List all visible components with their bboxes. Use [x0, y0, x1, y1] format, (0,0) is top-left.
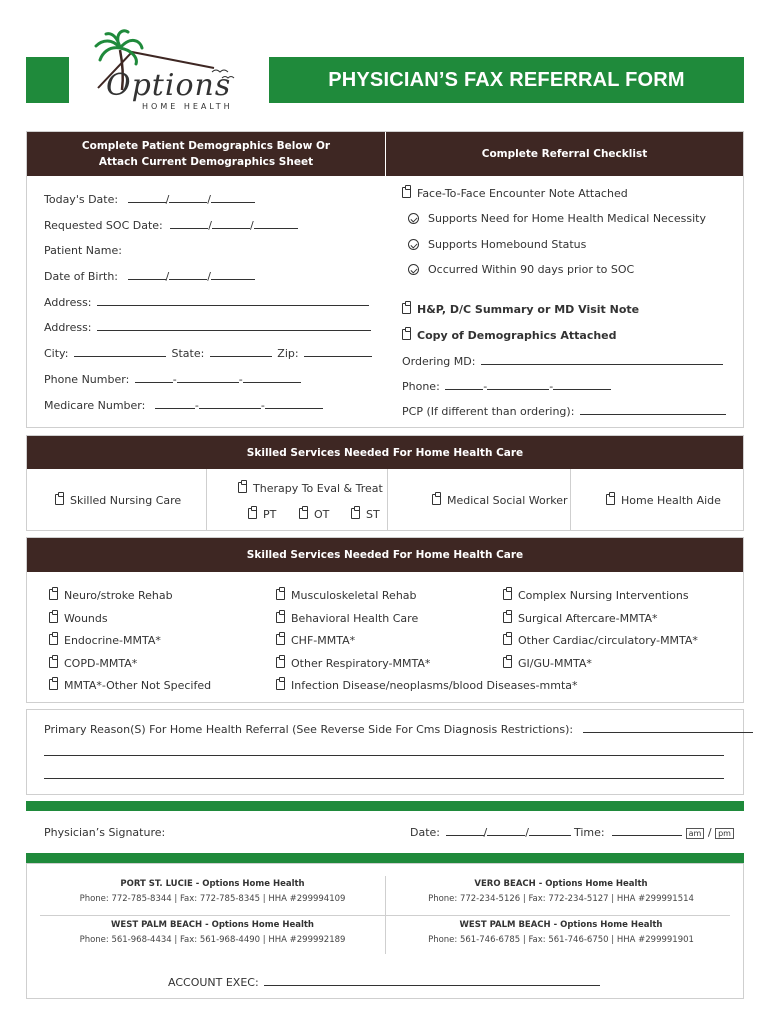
city-state-zip-field[interactable]: City: State: Zip: [44, 347, 372, 360]
clipboard-checkbox-icon [606, 494, 615, 505]
skilled-services-heading-1: Skilled Services Needed For Home Health Care [27, 436, 743, 469]
dob-field[interactable]: Date of Birth: / / [44, 270, 255, 283]
check-circle-icon [408, 264, 419, 275]
clipboard-checkbox-icon [503, 657, 512, 668]
office-vero-beach: VERO BEACH - Options Home Health Phone: 772-234-5126 | Fax: 772-234-5127 | HHA #299991514 [428, 879, 694, 904]
clipboard-checkbox-icon [55, 494, 64, 505]
clipboard-checkbox-icon [402, 329, 411, 340]
medicare-number-field[interactable]: Medicare Number: - - [44, 399, 323, 412]
primary-reason-section [26, 709, 744, 795]
clipboard-checkbox-icon [402, 187, 411, 198]
signature-date-field[interactable]: Date: / / [410, 826, 571, 839]
checklist-heading: Complete Referral Checklist [386, 132, 743, 176]
other-cardiac-checkbox[interactable]: Other Cardiac/circulatory-MMTA* [503, 634, 698, 647]
pm-box[interactable]: pm [715, 828, 734, 839]
clipboard-checkbox-icon [503, 612, 512, 623]
clipboard-checkbox-icon [276, 589, 285, 600]
supports-homebound-item[interactable]: Supports Homebound Status [408, 238, 586, 251]
clipboard-checkbox-icon [49, 679, 58, 690]
signature-bottom-bar [26, 853, 744, 863]
f2f-checkbox[interactable]: Face-To-Face Encounter Note Attached [402, 187, 628, 200]
logo-subtitle: HOME HEALTH [142, 102, 233, 111]
column-divider [387, 469, 388, 530]
am-box[interactable]: am [686, 828, 705, 839]
clipboard-checkbox-icon [299, 508, 308, 519]
pcp-field[interactable]: PCP (If different than ordering): [402, 405, 726, 418]
patient-name-field[interactable]: Patient Name: [44, 244, 122, 257]
endocrine-checkbox[interactable]: Endocrine-MMTA* [49, 634, 161, 647]
within-90-days-item[interactable]: Occurred Within 90 days prior to SOC [408, 263, 634, 276]
surgical-aftercare-checkbox[interactable]: Surgical Aftercare-MMTA* [503, 612, 658, 625]
clipboard-checkbox-icon [49, 612, 58, 623]
company-logo [92, 28, 242, 118]
clipboard-checkbox-icon [276, 634, 285, 645]
therapy-checkbox[interactable]: Therapy To Eval & Treat [238, 482, 383, 495]
neuro-stroke-checkbox[interactable]: Neuro/stroke Rehab [49, 589, 173, 602]
reason-line-2[interactable] [44, 755, 724, 756]
clipboard-checkbox-icon [238, 482, 247, 493]
behavioral-health-checkbox[interactable]: Behavioral Health Care [276, 612, 418, 625]
soc-date-field[interactable]: Requested SOC Date: / / [44, 219, 298, 232]
check-circle-icon [408, 239, 419, 250]
account-exec-field[interactable]: ACCOUNT EXEC: [168, 976, 600, 989]
clipboard-checkbox-icon [49, 634, 58, 645]
clipboard-checkbox-icon [248, 508, 257, 519]
office-west-palm-beach-1: WEST PALM BEACH - Options Home Health Phone: 561-968-4434 | Fax: 561-968-4490 | HHA #299992189 [79, 920, 346, 945]
home-health-aide-checkbox[interactable]: Home Health Aide [606, 494, 721, 507]
address-field-1[interactable]: Address: [44, 296, 369, 309]
clipboard-checkbox-icon [49, 589, 58, 600]
demographics-copy-checkbox[interactable]: Copy of Demographics Attached [402, 329, 617, 342]
supports-necessity-item[interactable]: Supports Need for Home Health Medical Necessity [408, 212, 706, 225]
clipboard-checkbox-icon [276, 612, 285, 623]
phone-number-field[interactable]: Phone Number: - - [44, 373, 301, 386]
clipboard-checkbox-icon [432, 494, 441, 505]
primary-reason-field[interactable]: Primary Reason(S) For Home Health Referral (See Reverse Side For Cms Diagnosis Restrictions): [44, 723, 753, 736]
md-phone-field[interactable]: Phone: - - [402, 380, 611, 393]
musculoskeletal-checkbox[interactable]: Musculoskeletal Rehab [276, 589, 417, 602]
header-accent-square [26, 57, 69, 103]
address-field-2[interactable]: Address: [44, 321, 371, 334]
reason-line-3[interactable] [44, 778, 724, 779]
todays-date-field[interactable]: Today's Date: / / [44, 193, 255, 206]
copd-checkbox[interactable]: COPD-MMTA* [49, 657, 137, 670]
ordering-md-field[interactable]: Ordering MD: [402, 355, 723, 368]
clipboard-checkbox-icon [49, 657, 58, 668]
clipboard-checkbox-icon [503, 589, 512, 600]
clipboard-checkbox-icon [276, 679, 285, 690]
column-divider [570, 469, 571, 530]
check-circle-icon [408, 213, 419, 224]
form-title: PHYSICIAN’S FAX REFERRAL FORM [269, 57, 744, 103]
demographics-heading: Complete Patient Demographics Below Or Attach Current Demographics Sheet [27, 132, 385, 176]
st-checkbox[interactable]: ST [351, 508, 380, 521]
other-respiratory-checkbox[interactable]: Other Respiratory-MMTA* [276, 657, 430, 670]
pt-checkbox[interactable]: PT [248, 508, 276, 521]
logo-wordmark: Options [106, 68, 232, 103]
skilled-services-heading-2: Skilled Services Needed For Home Health Care [27, 538, 743, 572]
ot-checkbox[interactable]: OT [299, 508, 329, 521]
infection-disease-checkbox[interactable]: Infection Disease/neoplasms/blood Diseases-mmta* [276, 679, 578, 692]
mmta-other-checkbox[interactable]: MMTA*-Other Not Specifed [49, 679, 211, 692]
wounds-checkbox[interactable]: Wounds [49, 612, 108, 625]
office-west-palm-beach-2: WEST PALM BEACH - Options Home Health Phone: 561-746-6785 | Fax: 561-746-6750 | HHA #299991901 [428, 920, 694, 945]
skilled-nursing-checkbox[interactable]: Skilled Nursing Care [55, 494, 181, 507]
column-divider [206, 469, 207, 530]
gi-gu-checkbox[interactable]: GI/GU-MMTA* [503, 657, 592, 670]
signature-time-field[interactable]: Time: am / pm [574, 826, 734, 839]
office-port-st-lucie: PORT ST. LUCIE - Options Home Health Phone: 772-785-8344 | Fax: 772-785-8345 | HHA #299994109 [79, 879, 346, 904]
physician-signature-field[interactable]: Physician’s Signature: [44, 826, 166, 839]
clipboard-checkbox-icon [402, 303, 411, 314]
clipboard-checkbox-icon [503, 634, 512, 645]
chf-checkbox[interactable]: CHF-MMTA* [276, 634, 355, 647]
signature-top-bar [26, 801, 744, 811]
office-divider-horizontal [40, 915, 730, 916]
clipboard-checkbox-icon [351, 508, 360, 519]
medical-social-worker-checkbox[interactable]: Medical Social Worker [432, 494, 568, 507]
complex-nursing-checkbox[interactable]: Complex Nursing Interventions [503, 589, 689, 602]
clipboard-checkbox-icon [276, 657, 285, 668]
hp-summary-checkbox[interactable]: H&P, D/C Summary or MD Visit Note [402, 303, 639, 316]
